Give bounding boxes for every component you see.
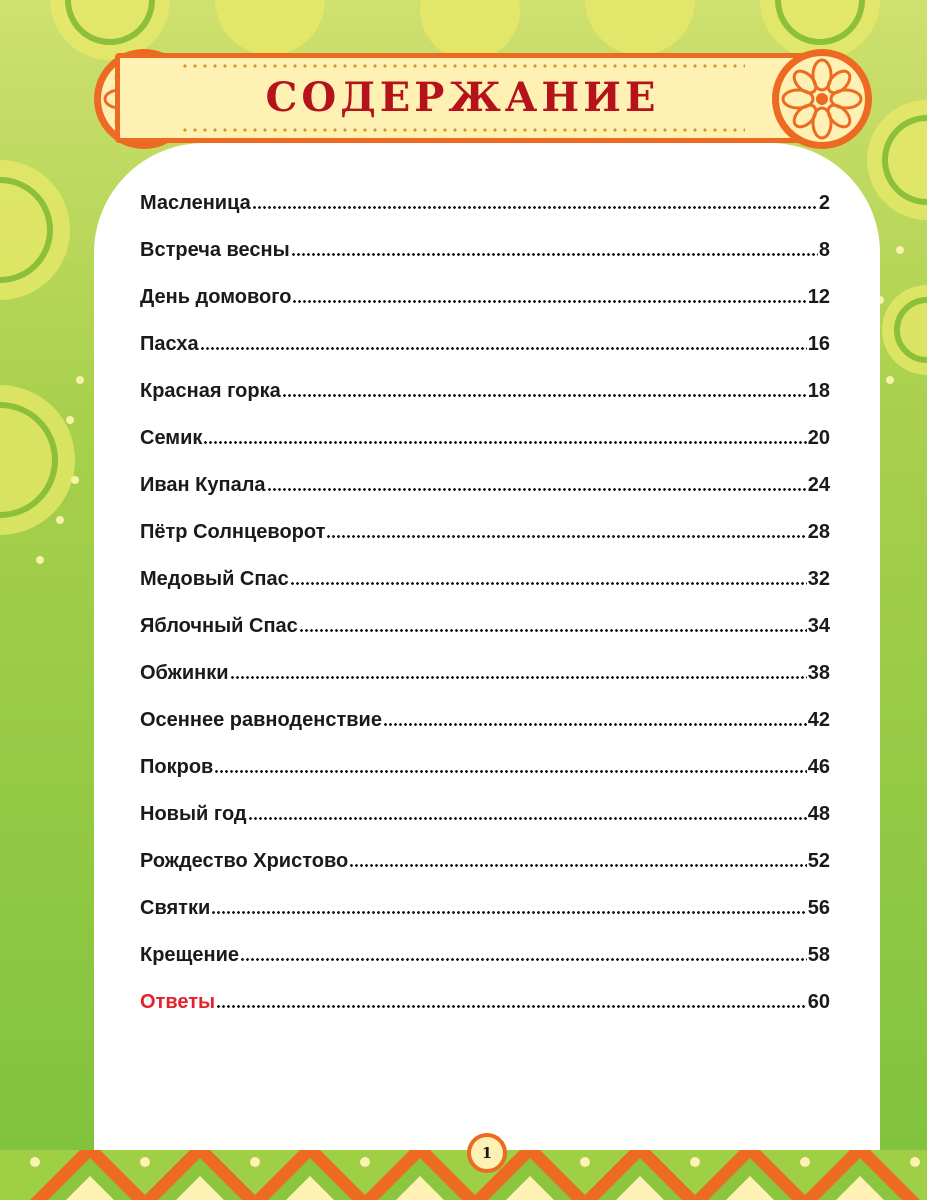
toc-entry[interactable] [140,192,830,239]
dot-leader [292,300,806,303]
dot-leader [349,864,807,867]
toc-entry-page: 58 [807,944,830,966]
dot-leader [230,676,807,679]
toc-entry[interactable] [140,897,830,944]
toc-entry[interactable] [140,662,830,709]
toc-entry[interactable] [140,709,830,756]
toc-entry-page: 28 [807,521,830,543]
dot-leader [383,723,807,726]
toc-entry[interactable] [140,615,830,662]
dot-leader [248,817,807,820]
toc-entry-page: 38 [807,662,830,684]
title-banner [115,53,810,143]
dot-leader [291,253,818,256]
toc-entry-page: 8 [818,239,830,261]
toc-entry[interactable] [140,286,830,333]
table-of-contents [140,192,830,1038]
dot-leader [326,535,806,538]
dot-leader [290,582,807,585]
toc-entry-page: 60 [807,991,830,1013]
banner-dots-bottom [180,128,745,132]
page-number-badge: 1 [467,1133,507,1173]
toc-entry-title: Ответы [140,991,216,1013]
toc-entry[interactable] [140,239,830,286]
toc-entry-page: 16 [807,333,830,355]
banner-dots-top [180,64,745,68]
toc-entry-page: 42 [807,709,830,731]
dot-leader [211,911,807,914]
toc-entry-title: Яблочный Спас [140,615,298,637]
dot-leader [214,770,806,773]
toc-entry-page: 24 [807,474,830,496]
dot-leader [252,206,818,209]
toc-entry-answers[interactable] [140,991,830,1038]
toc-entry-page: 32 [807,568,830,590]
toc-entry-page: 20 [807,427,830,449]
toc-entry-page: 56 [807,897,830,919]
toc-entry-title: Обжинки [140,662,229,684]
toc-entry-title: Встреча весны [140,239,290,261]
toc-entry-title: Медовый Спас [140,568,289,590]
toc-entry-title: Рождество Христово [140,850,349,872]
toc-entry-title: Семик [140,427,203,449]
toc-entry-page: 48 [807,803,830,825]
toc-entry[interactable] [140,568,830,615]
toc-entry-title: Красная горка [140,380,281,402]
toc-entry[interactable] [140,944,830,991]
toc-entry-title: День домового [140,286,292,308]
toc-entry-page: 18 [807,380,830,402]
toc-entry-title: Пётр Солнцеворот [140,521,326,543]
toc-entry-title: Покров [140,756,214,778]
toc-entry[interactable] [140,803,830,850]
toc-entry-page: 2 [818,192,830,214]
toc-entry-title: Осеннее равноденствие [140,709,382,731]
dot-leader [200,347,807,350]
toc-entry-title: Святки [140,897,211,919]
dot-leader [282,394,807,397]
dot-leader [267,488,807,491]
toc-entry[interactable] [140,756,830,803]
toc-entry[interactable] [140,380,830,427]
dot-leader [203,441,806,444]
dot-leader [299,629,807,632]
toc-entry-page: 46 [807,756,830,778]
folk-rosette-icon [768,45,876,153]
toc-entry-title: Крещение [140,944,240,966]
toc-entry-title: Иван Купала [140,474,266,496]
toc-entry[interactable] [140,474,830,521]
toc-entry-page: 52 [807,850,830,872]
toc-entry-page: 34 [807,615,830,637]
toc-entry-title: Пасха [140,333,199,355]
toc-entry[interactable] [140,850,830,897]
dot-leader [216,1005,807,1008]
dot-leader [240,958,807,961]
toc-entry[interactable] [140,521,830,568]
toc-entry-page: 12 [807,286,830,308]
bottom-ornament-strip [0,1150,927,1200]
toc-entry[interactable] [140,333,830,380]
toc-entry[interactable] [140,427,830,474]
page-title: СОДЕРЖАНИЕ [265,74,660,121]
toc-entry-title: Новый год [140,803,247,825]
toc-entry-title: Масленица [140,192,251,214]
